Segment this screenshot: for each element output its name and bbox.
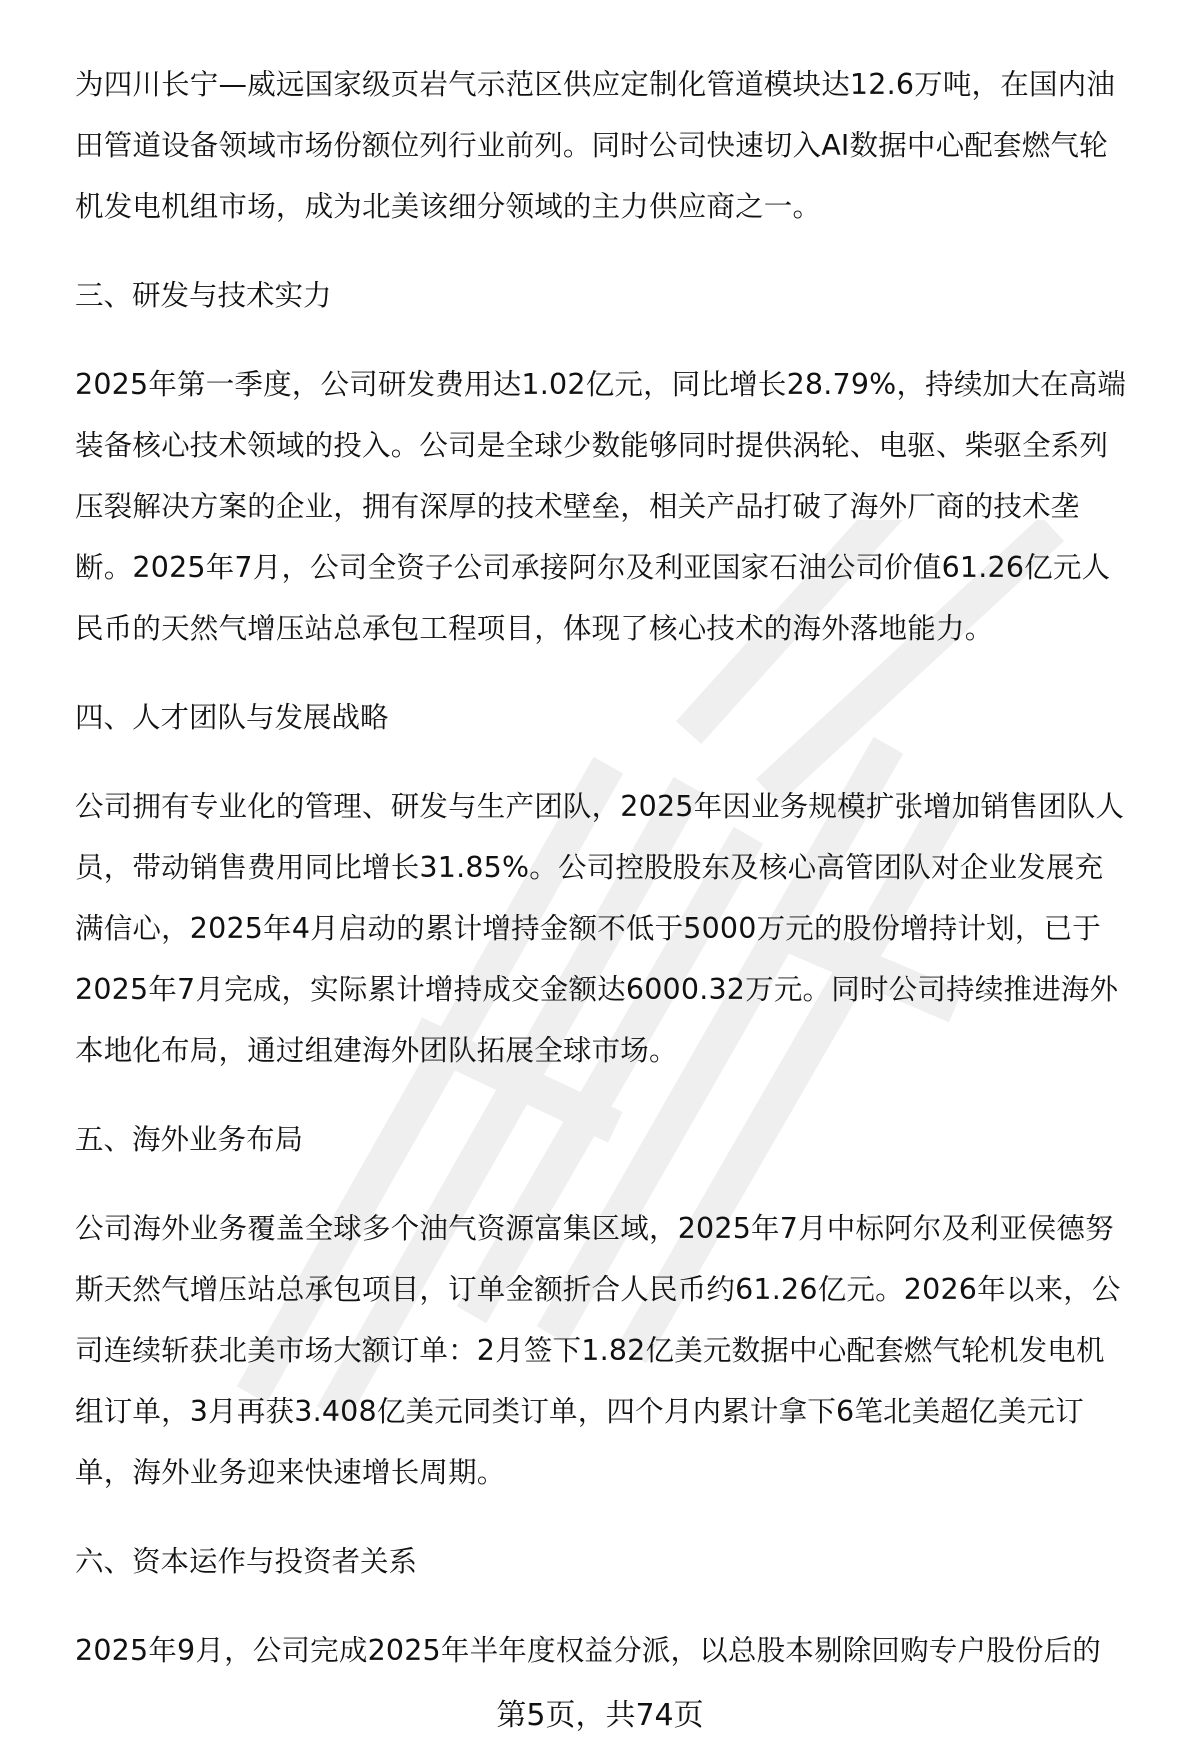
text-line: 本地化布局，通过组建海外团队拓展全球市场。 [75, 1034, 678, 1067]
section-heading-capital: 六、资本运作与投资者关系 [75, 1545, 418, 1578]
text-line: 2025年7月完成，实际累计增持成交金额达6000.32万元。同时公司持续推进海外 [75, 973, 1119, 1006]
text-line: 公司拥有专业化的管理、研发与生产团队，2025年因业务规模扩张增加销售团队人 [75, 790, 1125, 823]
text-line: 司连续斩获北美市场大额订单：2月签下1.82亿美元数据中心配套燃气轮机发电机 [75, 1334, 1105, 1367]
section-heading-overseas: 五、海外业务布局 [75, 1123, 304, 1156]
text-line: 机发电机组市场，成为北美该细分领域的主力供应商之一。 [75, 190, 822, 223]
text-line: 单，海外业务迎来快速增长周期。 [75, 1456, 506, 1489]
text-line: 2025年9月，公司完成2025年半年度权益分派，以总股本剔除回购专户股份后的 [75, 1634, 1101, 1667]
section-heading-rd: 三、研发与技术实力 [75, 279, 332, 312]
text-line: 田管道设备领域市场份额位列行业前列。同时公司快速切入AI数据中心配套燃气轮 [75, 129, 1108, 162]
paragraph-capital [75, 1620, 1175, 1681]
paragraph-talent [75, 776, 1175, 1081]
text-line: 2025年第一季度，公司研发费用达1.02亿元，同比增长28.79%，持续加大在高端 [75, 368, 1127, 401]
paragraph-intro [75, 54, 1175, 237]
text-line: 斯天然气增压站总承包项目，订单金额折合人民币约61.26亿元。2026年以来，公 [75, 1273, 1121, 1306]
paragraph-rd [75, 354, 1175, 659]
text-line: 员，带动销售费用同比增长31.85%。公司控股股东及核心高管团队对企业发展充 [75, 851, 1104, 884]
text-line: 为四川长宁—威远国家级页岩气示范区供应定制化管道模块达12.6万吨，在国内油 [75, 68, 1116, 101]
document-page [75, 54, 1175, 1681]
section-heading-talent: 四、人才团队与发展战略 [75, 701, 389, 734]
paragraph-overseas [75, 1198, 1175, 1503]
text-line: 断。2025年7月，公司全资子公司承接阿尔及利亚国家石油公司价值61.26亿元人 [75, 551, 1111, 584]
text-line: 民币的天然气增压站总承包工程项目，体现了核心技术的海外落地能力。 [75, 612, 994, 645]
text-line: 满信心，2025年4月启动的累计增持金额不低于5000万元的股份增持计划，已于 [75, 912, 1101, 945]
page-number: 第5页，共74页 [496, 1698, 704, 1733]
text-line: 公司海外业务覆盖全球多个油气资源富集区域，2025年7月中标阿尔及利亚侯德努 [75, 1212, 1114, 1245]
text-line: 组订单，3月再获3.408亿美元同类订单，四个月内累计拿下6笔北美超亿美元订 [75, 1395, 1084, 1428]
text-line: 装备核心技术领域的投入。公司是全球少数能够同时提供涡轮、电驱、柴驱全系列 [75, 429, 1109, 462]
text-line: 压裂解决方案的企业，拥有深厚的技术壁垒，相关产品打破了海外厂商的技术垄 [75, 490, 1080, 523]
